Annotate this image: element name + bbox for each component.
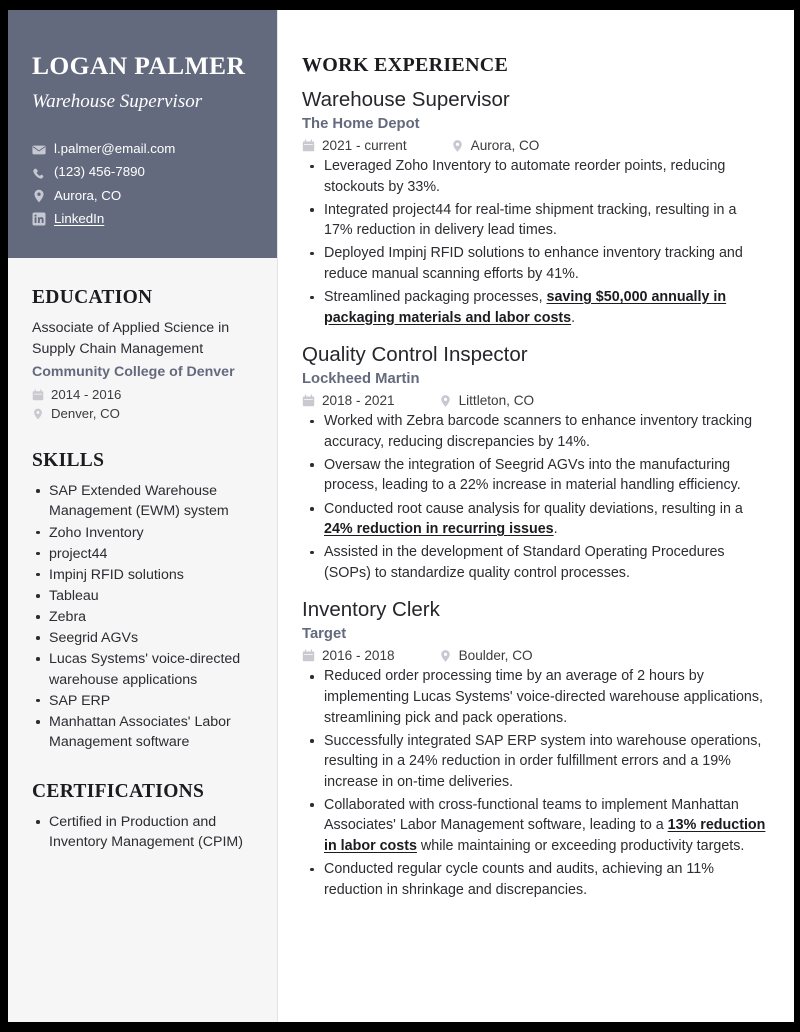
contact-text: Aurora, CO bbox=[54, 187, 122, 203]
calendar-icon bbox=[32, 389, 44, 401]
education-location-row bbox=[32, 406, 253, 421]
sidebar-body bbox=[8, 287, 277, 853]
job-bullet-list bbox=[302, 666, 768, 900]
skill-item: SAP ERP bbox=[32, 691, 253, 711]
calendar-icon bbox=[302, 649, 315, 662]
job-bullet: Integrated project44 for real-time shipment tracking, resulting in a 17% reduction in delivery lead times. bbox=[302, 200, 768, 241]
skill-item: Impinj RFID solutions bbox=[32, 565, 253, 585]
job-dates: 2018 - 2021 bbox=[322, 393, 395, 409]
job-company: The Home Depot bbox=[302, 115, 420, 132]
job-bullet: Collaborated with cross-functional teams to implement Manhattan Associates' Labor Management software, leading to a 13% reduction in labor costs while maintaining or exceeding productivity targets. bbox=[302, 795, 768, 857]
job-location-group bbox=[439, 648, 533, 663]
job-dates-group bbox=[302, 648, 395, 663]
job-bullet: Conducted regular cycle counts and audits, achieving an 11% reduction in shrinkage and discrepancies. bbox=[302, 859, 768, 900]
calendar-icon bbox=[302, 139, 315, 152]
location-pin-icon bbox=[451, 139, 464, 152]
contact-text: (123) 456-7890 bbox=[54, 164, 145, 180]
job-bullet: Conducted root cause analysis for quality deviations, resulting in a 24% reduction in recurring issues. bbox=[302, 499, 768, 540]
job-location: Aurora, CO bbox=[470, 138, 540, 154]
skill-item: Zoho Inventory bbox=[32, 523, 253, 543]
job-entry bbox=[302, 342, 768, 583]
job-bullet: Worked with Zebra barcode scanners to enhance inventory tracking accuracy, reducing discrepancies by 14%. bbox=[302, 411, 768, 452]
job-company: Target bbox=[302, 626, 347, 643]
highlighted-achievement: 24% reduction in recurring issues bbox=[324, 521, 554, 538]
job-dates-group bbox=[302, 393, 395, 408]
job-bullet: Leveraged Zoho Inventory to automate reorder points, reducing stockouts by 33%. bbox=[302, 156, 768, 197]
education-dates: 2014 - 2016 bbox=[51, 387, 122, 403]
education-location: Denver, CO bbox=[51, 406, 120, 422]
job-bullet: Successfully integrated SAP ERP system into warehouse operations, resulting in a 24% reduction in order fulfillment errors and a 19% increase in on-time deliveries. bbox=[302, 731, 768, 793]
skill-item: project44 bbox=[32, 544, 253, 564]
contact-list bbox=[32, 139, 253, 229]
contact-item bbox=[32, 162, 253, 183]
job-meta bbox=[302, 648, 768, 663]
job-bullet-list bbox=[302, 156, 768, 328]
work-experience-list bbox=[302, 87, 768, 900]
job-bullet: Oversaw the integration of Seegrid AGVs into the manufacturing process, leading to a 22% increase in material handling efficiency. bbox=[302, 455, 768, 496]
job-location: Littleton, CO bbox=[458, 393, 535, 409]
skill-item: Lucas Systems' voice-directed warehouse applications bbox=[32, 649, 253, 689]
envelope-icon bbox=[32, 143, 46, 157]
contact-item bbox=[32, 186, 253, 207]
certifications-list bbox=[32, 812, 253, 852]
skills-heading: SKILLS bbox=[32, 450, 105, 472]
contact-item[interactable] bbox=[32, 209, 253, 230]
linkedin-link[interactable]: LinkedIn bbox=[54, 210, 105, 226]
contact-text: l.palmer@email.com bbox=[54, 141, 176, 157]
job-dates: 2021 - current bbox=[322, 138, 407, 154]
job-location-group bbox=[451, 138, 540, 153]
contact-item bbox=[32, 139, 253, 160]
job-bullet: Streamlined packaging processes, saving $50,000 annually in packaging materials and labor costs. bbox=[302, 287, 768, 328]
education-heading: EDUCATION bbox=[32, 287, 153, 308]
linkedin-icon bbox=[32, 212, 46, 226]
work-experience-heading: WORK EXPERIENCE bbox=[302, 54, 509, 76]
job-entry bbox=[302, 87, 768, 328]
location-pin-icon bbox=[32, 408, 44, 420]
job-company: Lockheed Martin bbox=[302, 371, 420, 388]
location-pin-icon bbox=[32, 189, 46, 203]
resume-page bbox=[8, 10, 794, 1022]
calendar-icon bbox=[302, 394, 315, 407]
job-role: Inventory Clerk bbox=[302, 598, 440, 622]
job-role: Quality Control Inspector bbox=[302, 343, 528, 367]
job-entry bbox=[302, 597, 768, 900]
job-dates-group bbox=[302, 138, 407, 153]
certifications-heading: CERTIFICATIONS bbox=[32, 781, 205, 803]
job-dates: 2016 - 2018 bbox=[322, 648, 395, 664]
skills-list bbox=[32, 481, 253, 752]
sidebar-header bbox=[8, 10, 277, 258]
job-meta bbox=[302, 393, 768, 408]
main-column bbox=[278, 10, 794, 1022]
education-school: Community College of Denver bbox=[32, 364, 235, 381]
education-degree: Associate of Applied Science in Supply Chain Management bbox=[32, 320, 230, 357]
location-pin-icon bbox=[439, 649, 452, 662]
job-bullet: Reduced order processing time by an average of 2 hours by implementing Lucas Systems' voice-directed warehouse applications, streamlining pick and pack operations. bbox=[302, 666, 768, 728]
sidebar bbox=[8, 10, 278, 1022]
candidate-name: LOGAN PALMER bbox=[32, 51, 246, 80]
candidate-job-title: Warehouse Supervisor bbox=[32, 90, 203, 112]
skill-item: SAP Extended Warehouse Management (EWM) system bbox=[32, 481, 253, 521]
skill-item: Seegrid AGVs bbox=[32, 628, 253, 648]
skill-item: Manhattan Associates' Labor Management software bbox=[32, 712, 253, 752]
job-role: Warehouse Supervisor bbox=[302, 88, 510, 111]
highlighted-achievement: 13% reduction in labor costs bbox=[324, 817, 766, 855]
job-location: Boulder, CO bbox=[458, 648, 533, 664]
job-location-group bbox=[439, 393, 535, 408]
education-entry bbox=[32, 318, 253, 421]
education-dates-row bbox=[32, 387, 253, 402]
phone-icon bbox=[32, 166, 46, 180]
skill-item: Zebra bbox=[32, 607, 253, 627]
job-bullet-list bbox=[302, 411, 768, 583]
certification-item: Certified in Production and Inventory Management (CPIM) bbox=[32, 812, 253, 852]
job-bullet: Deployed Impinj RFID solutions to enhance inventory tracking and reduce manual scanning efforts by 41%. bbox=[302, 243, 768, 284]
job-meta bbox=[302, 138, 768, 153]
location-pin-icon bbox=[439, 394, 452, 407]
skill-item: Tableau bbox=[32, 586, 253, 606]
job-bullet: Assisted in the development of Standard Operating Procedures (SOPs) to standardize quality control processes. bbox=[302, 542, 768, 583]
highlighted-achievement: saving $50,000 annually in packaging materials and labor costs bbox=[324, 289, 727, 326]
